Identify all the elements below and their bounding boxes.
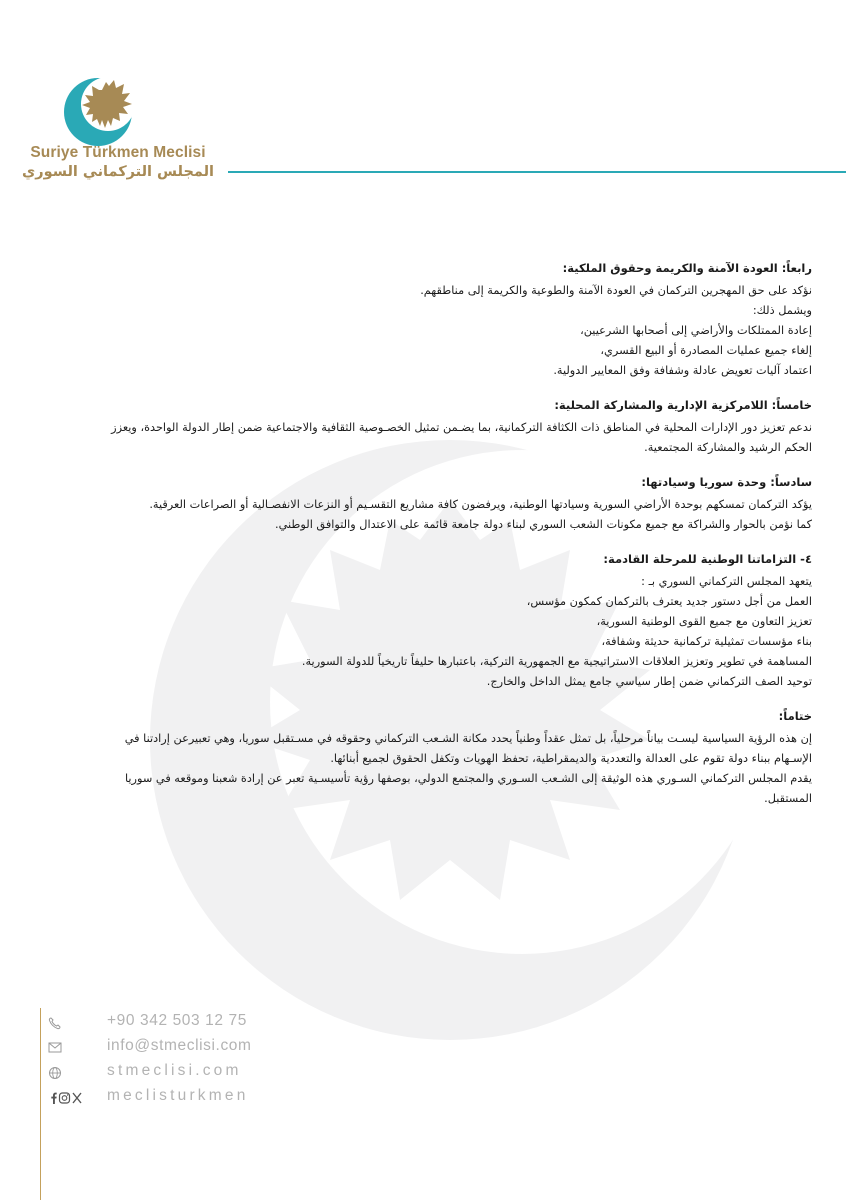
paragraph: يقدم المجلس التركماني السـوري هذه الوثيقة إلى الشـعب السـوري والمجتمع الدولي، بوصفها رؤية تأسيسـية تعبر عن إرادة شعبنا وموقعه في سوريا المستقبل. bbox=[124, 772, 812, 805]
paragraph: إن هذه الرؤية السياسية ليسـت بياناً مرحلياً، بل تمثل عقداً وطنياً يحدد مكانة الشـعب التركماني وحقوقه في مسـتقبل سوريا، وهي تعبيرعن إرادتنا في الإسـهام ببناء دولة تقوم على العدالة والتعددية والديمقراطية، تحفظ الهويات وتكفل الحقوق لجميع أبنائها. bbox=[124, 732, 812, 765]
facebook-icon bbox=[51, 1093, 56, 1104]
paragraph: نؤكد على حق المهجرين التركمان في العودة الآمنة والطوعية والكريمة إلى مناطقهم. bbox=[420, 284, 812, 297]
envelope-icon bbox=[48, 1041, 88, 1055]
instagram-icon bbox=[60, 1093, 70, 1103]
phone-number[interactable]: +90 342 503 12 75 bbox=[107, 1012, 247, 1029]
list-item: المساهمة في تطوير وتعزيز العلاقات الاستراتيجية مع الجمهورية التركية، باعتبارها حليفاً تاريخياً للدولة السورية. bbox=[301, 655, 812, 668]
x-icon bbox=[73, 1093, 81, 1103]
section-heading: ٤- التزاماتنا الوطنية للمرحلة القادمة: bbox=[603, 552, 812, 566]
website-url[interactable]: stmeclisi.com bbox=[107, 1062, 242, 1079]
email-address[interactable]: info@stmeclisi.com bbox=[107, 1037, 252, 1054]
section-national-commitments bbox=[102, 549, 812, 692]
globe-icon bbox=[48, 1066, 88, 1080]
brand-name-arabic: المجلس التركماني السوري bbox=[21, 164, 215, 180]
header-divider bbox=[228, 171, 846, 173]
phone-icon bbox=[48, 1016, 88, 1030]
brand-name-latin: Suriye Türkmen Meclisi bbox=[30, 144, 206, 161]
list-item: بناء مؤسسات تمثيلية تركمانية حديثة وشفافة، bbox=[601, 635, 812, 648]
section-heading: ختاماً: bbox=[778, 709, 812, 723]
section-safe-return bbox=[102, 258, 812, 381]
list-item: العمل من أجل دستور جديد يعترف بالتركمان كمكون مؤسس، bbox=[526, 595, 812, 608]
list-item: إعادة الممتلكات والأراضي إلى أصحابها الشرعيين، bbox=[580, 324, 812, 337]
footer-side-rule bbox=[40, 1008, 41, 1200]
paragraph: كما نؤمن بالحوار والشراكة مع جميع مكونات الشعب السوري لبناء دولة جامعة قائمة على الاعتدال والتوافق الوطني. bbox=[275, 518, 812, 531]
social-handle[interactable]: meclisturkmen bbox=[107, 1087, 249, 1104]
list-item: توحيد الصف التركماني ضمن إطار سياسي جامع يمثل الداخل والخارج. bbox=[486, 675, 812, 688]
list-item: إلغاء جميع عمليات المصادرة أو البيع القسري، bbox=[600, 344, 812, 357]
section-decentralization bbox=[102, 395, 812, 458]
section-conclusion bbox=[102, 706, 812, 809]
section-heading: خامساً: اللامركزية الإدارية والمشاركة المحلية: bbox=[554, 398, 812, 412]
crescent-eagle-logo-icon bbox=[62, 72, 142, 148]
document-body bbox=[102, 258, 812, 823]
section-unity-sovereignty bbox=[102, 472, 812, 535]
section-heading: رابعاً: العودة الآمنة والكريمة وحقوق الملكية: bbox=[562, 261, 812, 275]
list-item: تعزيز التعاون مع جميع القوى الوطنية السورية، bbox=[596, 615, 812, 628]
paragraph: يؤكد التركمان تمسكهم بوحدة الأراضي السورية وسيادتها الوطنية، ويرفضون كافة مشاريع التقسـيم أو النزعات الانفصـالية أو الصراعات العرقية. bbox=[149, 498, 812, 511]
paragraph: يتعهد المجلس التركماني السوري بـ : bbox=[641, 575, 812, 588]
social-icons bbox=[48, 1091, 88, 1105]
section-heading: سادساً: وحدة سوريا وسيادتها: bbox=[641, 475, 812, 489]
paragraph: ويشمل ذلك: bbox=[752, 304, 812, 317]
list-item: اعتماد آليات تعويض عادلة وشفافة وفق المعايير الدولية. bbox=[553, 364, 812, 377]
paragraph: ندعم تعزيز دور الإدارات المحلية في المناطق ذات الكثافة التركمانية، بما يضـمن تمثيل الخصـوصية الثقافية والاجتماعية ضمن إطار الدولة الواحدة، ويعزز الحكم الرشيد والمشاركة المجتمعية. bbox=[111, 421, 812, 454]
